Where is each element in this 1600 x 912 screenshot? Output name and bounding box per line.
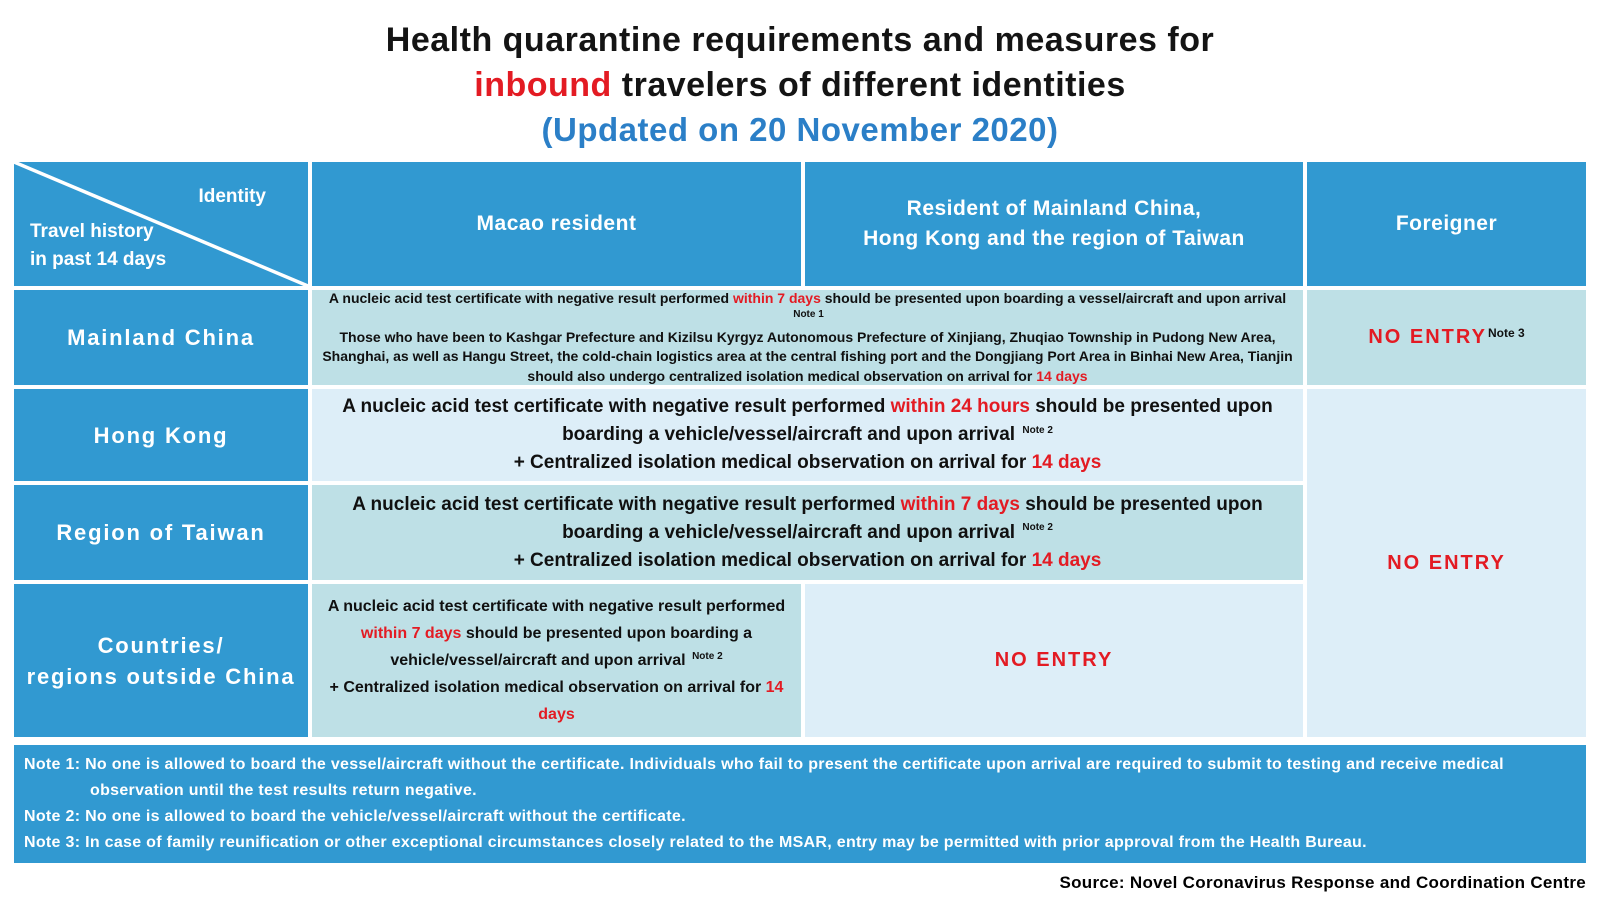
title-line2-rest: travelers of different identities — [611, 66, 1126, 104]
note-3 — [24, 830, 1572, 856]
countries-text2: should be presented upon boarding a vehicle/vessel/aircraft and upon arrival — [390, 625, 753, 669]
no-entry-text-foreigner: NO ENTRY — [1387, 551, 1506, 574]
header-resident-mainland-hk-taiwan — [805, 162, 1303, 286]
mainland-sentence-2 — [318, 328, 1297, 387]
hongkong-text3: + Centralized isolation medical observation on arrival for — [513, 452, 1032, 473]
mainland-sentence-1 — [318, 289, 1297, 328]
mainland-s1-text2: should be presented upon boarding a vessel/aircraft and upon arrival — [820, 289, 1287, 306]
cell-countries-macao-requirement — [312, 584, 801, 737]
travel-history-line2: in past 14 days — [30, 249, 167, 270]
mainland-s2-text: Those who have been to Kashgar Prefecture and Kizilsu Kyrgyz Autonomous Prefecture of Xinjiang, Zhuqiao Township in Pudong New Area, Shanghai, as well as Hangu Street, the cold-chain logistics area at the central fishing port and the Dongjiang Port Area in Binhai New Area, Tianjin should also undergo centralized isolation medical observation on arrival for — [322, 328, 1293, 384]
countries-text3: + Centralized isolation medical observation on arrival for — [329, 679, 766, 696]
taiwan-note2-superscript: Note 2 — [1022, 522, 1053, 534]
taiwan-red-14-days: 14 days — [1031, 549, 1102, 571]
title-line1-text: Health quarantine requirements and measures for — [385, 21, 1215, 59]
cell-mainland-foreigner-no-entry — [1307, 290, 1586, 385]
cell-mainland-requirement — [312, 290, 1303, 385]
row-label-hong-kong — [14, 389, 308, 481]
hongkong-text1: A nucleic acid test certificate with negative result performed — [342, 396, 891, 417]
note-1-label: Note 1: — [24, 756, 81, 773]
countries-sentence-1 — [324, 593, 789, 674]
countries-red-within-7-days: within 7 days — [360, 625, 462, 642]
hongkong-note2-superscript: Note 2 — [1022, 424, 1053, 436]
header-macao-text: Macao resident — [476, 212, 637, 235]
notes-section — [14, 745, 1586, 863]
countries-note2-superscript: Note 2 — [692, 650, 723, 662]
title-updated-date: (Updated on 20 November 2020) — [541, 111, 1059, 148]
note-2 — [24, 804, 1572, 830]
note-3-text: In case of family reunification or other exceptional circumstances closely related to the MSAR, entry may be permitted with prior approval from the Health Bureau. — [85, 834, 1367, 851]
hongkong-red-14-days: 14 days — [1031, 452, 1102, 473]
title-inbound-highlight: inbound — [474, 66, 612, 104]
mainland-s1-red-within-7-days: within 7 days — [732, 289, 821, 306]
taiwan-text2: should be presented upon boarding a vehicle/vessel/aircraft and upon arrival — [562, 493, 1263, 543]
no-entry-text-mainland: NO ENTRY — [1368, 326, 1487, 348]
travel-history-line1: Travel history — [30, 221, 154, 242]
countries-label-line1: Countries/ — [97, 632, 225, 658]
header-macao-resident — [312, 162, 801, 286]
taiwan-red-within-7-days: within 7 days — [900, 493, 1020, 515]
quarantine-table — [14, 162, 1586, 737]
row-label-region-of-taiwan — [14, 485, 308, 580]
taiwan-sentence-1 — [333, 491, 1283, 547]
mainland-s1-text: A nucleic acid test certificate with negative result performed — [328, 289, 733, 306]
header-corner-cell — [14, 162, 308, 286]
mainland-china-label-text: Mainland China — [67, 325, 255, 350]
hong-kong-label-text: Hong Kong — [93, 422, 229, 448]
countries-sentence-2 — [324, 674, 789, 728]
cell-foreigner-merged-no-entry — [1307, 389, 1586, 737]
note-3-label: Note 3: — [24, 834, 81, 851]
no-entry-text-countries: NO ENTRY — [994, 649, 1114, 671]
countries-label-line2: regions outside China — [26, 663, 296, 689]
taiwan-text1: A nucleic acid test certificate with negative result performed — [352, 493, 901, 515]
header-foreigner — [1307, 162, 1586, 286]
title-line1 — [0, 18, 1600, 63]
mainland-note1-superscript: Note 1 — [793, 308, 824, 320]
note3-superscript: Note 3 — [1487, 325, 1525, 340]
header-resident-line1: Resident of Mainland China, — [906, 197, 1202, 220]
hongkong-sentence-1 — [333, 393, 1283, 449]
taiwan-text3: + Centralized isolation medical observation on arrival for — [513, 549, 1032, 571]
note-1-text: No one is allowed to board the vessel/aircraft without the certificate. Individuals who fail to present the certificate upon arrival are required to submit to testing and receive medical observation until the test results return negative. — [85, 756, 1504, 799]
hongkong-red-within-24-hours: within 24 hours — [890, 396, 1030, 417]
cell-taiwan-requirement — [312, 485, 1303, 580]
region-of-taiwan-label-text: Region of Taiwan — [56, 520, 266, 545]
source-line: Source: Novel Coronavirus Response and Coordination Centre — [1059, 873, 1586, 892]
cell-hongkong-requirement — [312, 389, 1303, 481]
cell-countries-resident-no-entry — [805, 584, 1303, 737]
countries-text1: A nucleic acid test certificate with negative result performed — [327, 598, 786, 615]
header-travel-history-label — [30, 218, 166, 274]
note-2-text: No one is allowed to board the vehicle/vessel/aircraft without the certificate. — [85, 808, 686, 825]
title-block — [0, 0, 1600, 162]
hongkong-text2: should be presented upon boarding a vehicle/vessel/aircraft and upon arrival — [562, 396, 1273, 445]
title-line2 — [0, 63, 1600, 108]
hongkong-sentence-2 — [514, 449, 1102, 477]
row-label-countries-outside-china — [14, 584, 308, 737]
header-identity-label: Identity — [198, 186, 266, 207]
note-1 — [24, 752, 1572, 804]
row-label-mainland-china — [14, 290, 308, 385]
header-resident-line2: Hong Kong and the region of Taiwan — [863, 227, 1245, 250]
taiwan-sentence-2 — [514, 547, 1102, 575]
note-2-label: Note 2: — [24, 808, 81, 825]
mainland-s2-red-14-days: 14 days — [1036, 367, 1088, 384]
no-entry-note3-wrap — [1368, 326, 1524, 349]
header-foreigner-text: Foreigner — [1395, 212, 1498, 235]
countries-label-text — [27, 630, 296, 692]
countries-red-14-days: 14 days — [538, 679, 784, 723]
